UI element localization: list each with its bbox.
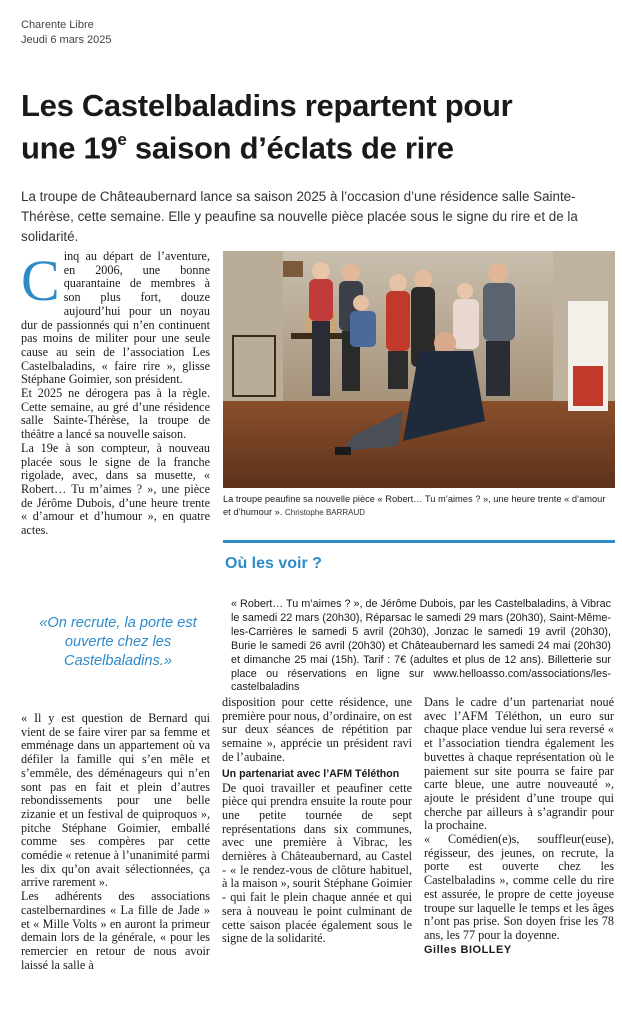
headline	[21, 88, 611, 166]
byline: Gilles BIOLLEY	[424, 943, 512, 956]
article-paragraph-2: Et 2025 ne dérogera pas à la règle. Cette semaine, au gré d’une résidence salle Sainte-Thérèse, la troupe de théâtre a lancé sa nouvelle saison.	[21, 386, 210, 442]
sidebar-rule	[223, 540, 615, 543]
article-subhead: Un partenariat avec l’AFM Téléthon	[222, 767, 400, 780]
article-column-3	[424, 696, 614, 957]
article-column-2	[222, 696, 412, 946]
article-paragraph-4: « Il y est question de Bernard qui vient de se faire virer par sa femme et emménage dans un appartement où va défiler la famille qui s’en mêle et s’emmêle, des déménageurs qui n’en sont pas en fait et plein d’autres rebondissements pour une belle zizanie et un festival de quiproquos », pitche Stéphane Goimier, emballé comme ses compères par cette comédie « retenue à l’unanimité parmi les dix qu’on avait sélectionnées, ça arrive rarement ».	[21, 711, 210, 890]
dropcap: C	[21, 248, 60, 313]
troupe-photo	[223, 251, 615, 488]
article-paragraph-5: Les adhérents des associations castelbernardines « La fille de Jade » et « Mille Volts » en auront la primeur demain lors de la générale, « pour les remercier en retour de nous avoir laissé la salle à	[21, 889, 210, 972]
photo-credit: Christophe BARRAUD	[285, 507, 366, 517]
article-paragraph-1: Cinq au départ de l’aventure, en 2006, une bonne quarantaine de membres à son plus fort, douze aujourd’hui pour un noyau dur de passionnés qui n’en continuent pas moins de militer pour une seule cause au sein de l’association Les Castelbaladins, « faire rire », glisse Stéphane Goimier, son président.	[21, 248, 210, 387]
article-column-1-bottom	[21, 712, 210, 972]
article-column-1-top	[21, 250, 210, 538]
photo-caption	[223, 493, 615, 519]
headline-line2-sup: e	[117, 130, 127, 149]
article-paragraph-3: La 19e à son compteur, à nouveau placée sous le signe de la franche rigolade, avec, dans sa musette, « Robert… Tu m’aimes ? », une pièce de Jérôme Dubois, d’une heure trente « d’amour et d’humour », en quatre actes.	[21, 440, 210, 538]
sidebar-schedule-text: « Robert… Tu m’aimes ? », de Jérôme Dubois, par les Castelbaladins, à Vibrac le samedi 22 mars (20h30), Réparsac le samedi 29 mars (20h30), Saint-Même-les-Carrières le samedi 5 avril (20h30), Jonzac le samedi 19 avril (20h30), Burie le samedi 26 avril (20h30) et Châteaubernard les samedi 24 mai (20h30) et dimanche 25 mai (15h). Tarif : 7€ (adultes et plus de 12 ans). Billetterie sur place ou réservations en ligne sur www.helloasso.com/associations/les-castelbaladins	[231, 598, 611, 694]
article-paragraph-7: De quoi travailler et peaufiner cette pièce qui prendra ensuite la route pour une petite tournée de sept représentations dans six communes, avec une première à Vibrac, les dernières à Châteaubernard, au Castel - « le rendez-vous de clôture habituel, à la maison », sourit Stéphane Goimier - qui fait le plein chaque année et qui sera à nouveau le point culminant de cette saison placée également sous le signe de la solidarité.	[222, 780, 412, 946]
headline-line1: Les Castelbaladins repartent pour	[21, 88, 513, 123]
caption-text: La troupe peaufine sa nouvelle pièce « Robert… Tu m’aimes ? », une heure trente « d’amour et d’humour ».	[223, 494, 606, 517]
headline-line2-suffix: saison d’éclats de rire	[126, 130, 454, 166]
article-paragraph-9: « Comédien(e)s, souffleur(euse), régisseur, des jeunes, on recrute, la porte est ouverte chez les Castelbaladins », comme celle du rire est assurée, le propre de cette joyeuse troupe sur laquelle le temps et les âges n’ont pas prise. Son doyen frise les 78 ans, les 77 pour la doyenne.	[424, 832, 614, 942]
masthead	[21, 18, 112, 48]
publication-date: Jeudi 6 mars 2025	[21, 34, 112, 46]
sidebar-title: Où les voir ?	[225, 555, 322, 572]
headline-line2-prefix: une 19	[21, 130, 118, 166]
article-paragraph-6: disposition pour cette résidence, une première pour nous, d’ordinaire, on est sur deux séances de répétition par semaine », apprécie un président ravi de l’aubaine.	[222, 695, 412, 764]
pull-quote: «On recrute, la porte est ouverte chez les Castelbaladins.»	[39, 615, 197, 669]
publication-name: Charente Libre	[21, 19, 94, 31]
article-paragraph-8: Dans le cadre d’un partenariat noué avec l’AFM Téléthon, un euro sur chaque place vendue lui sera reversé « et l’association tiendra également les buvettes à chaque représentation où le paiement sur site pourra se faire par carte bleue, une autre nouveauté », ajoute le président d’une troupe qui cherche par ailleurs à s’agrandir pour la prochaine.	[424, 695, 614, 833]
lead-paragraph: La troupe de Châteaubernard lance sa saison 2025 à l’occasion d’une résidence salle Sainte-Thérèse, cette semaine. Elle y peaufine sa nouvelle pièce placée sous le signe du rire et de la solidarité.	[21, 189, 578, 244]
troupe-photo-illustration	[223, 251, 615, 488]
